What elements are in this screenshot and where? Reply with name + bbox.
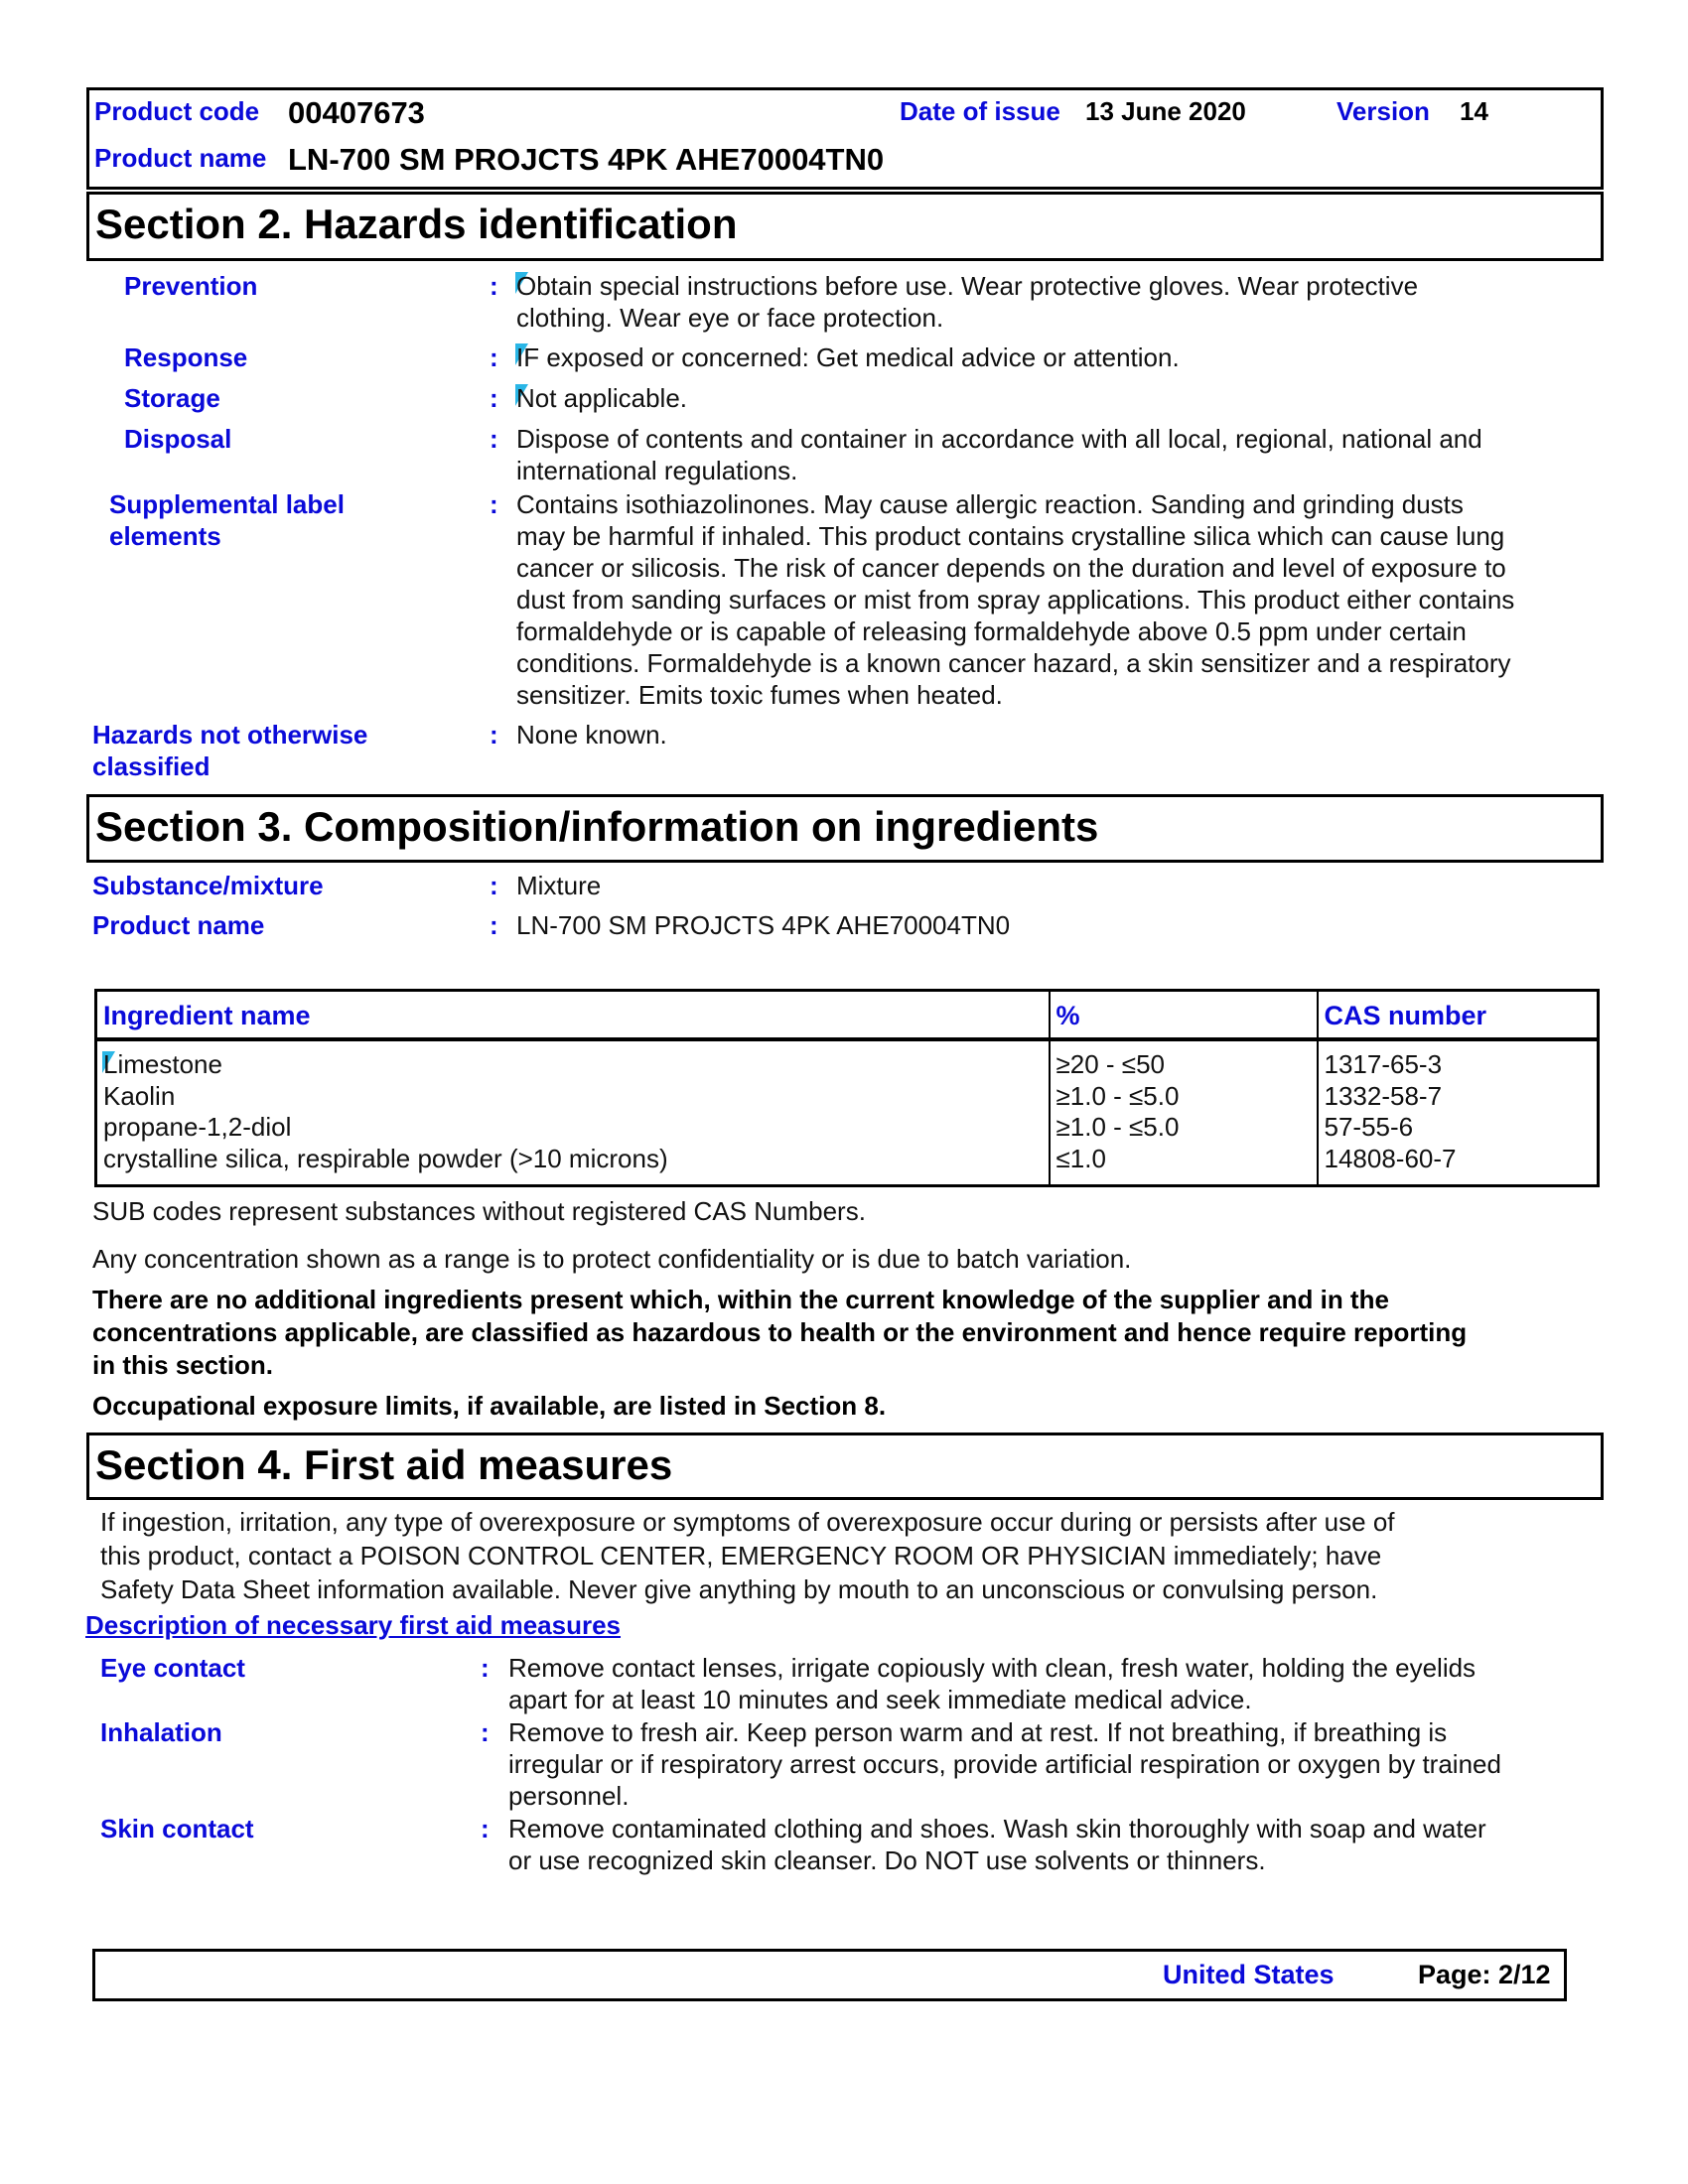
value-line: international regulations. [516, 456, 798, 485]
ingredient-name-cell [96, 1039, 1050, 1081]
section-2-header [86, 192, 1604, 261]
substance-mixture-label: Substance/mixture [92, 871, 324, 900]
label-disposal: Disposal [124, 424, 232, 454]
value-line: sensitizer. Emits toxic fumes when heated. [516, 680, 1003, 710]
colon: : [481, 1717, 490, 1747]
section-3-header [86, 794, 1604, 863]
product-name-value-s3: LN-700 SM PROJCTS 4PK AHE70004TN0 [516, 910, 1011, 940]
colon: : [490, 271, 498, 301]
product-code-value: 00407673 [288, 95, 425, 130]
value-text: Not applicable. [516, 383, 687, 413]
version-label: Version [1336, 96, 1430, 126]
first-aid-intro [100, 1505, 1395, 1606]
supplemental-label [109, 488, 345, 552]
colon: : [481, 1653, 490, 1683]
table-row [96, 1039, 1599, 1081]
cas-number-cell: 14808-60-7 [1318, 1144, 1599, 1186]
value-line: Remove to fresh air. Keep person warm and at rest. If not breathing, if breathing is [508, 1717, 1448, 1747]
date-of-issue-value: 13 June 2020 [1085, 96, 1246, 126]
value-prevention [516, 270, 1418, 334]
value-line: clothing. Wear eye or face protection. [516, 303, 944, 333]
page-footer [92, 1949, 1567, 2001]
value-line [516, 382, 687, 414]
cas-number-cell: 1317-65-3 [1318, 1039, 1599, 1081]
value-text: Obtain special instructions before use. Wear protective gloves. Wear protective [516, 271, 1419, 301]
percent-cell: ≥1.0 - ≤5.0 [1050, 1112, 1318, 1144]
percent-cell: ≥20 - ≤50 [1050, 1039, 1318, 1081]
cas-number-cell: 1332-58-7 [1318, 1081, 1599, 1113]
supplemental-label-line: Supplemental label [109, 489, 345, 519]
cell-text: Limestone [103, 1049, 222, 1079]
value-eye-contact [508, 1652, 1476, 1715]
note-line: There are no additional ingredients present which, within the current knowledge of the supplier and in the [92, 1285, 1389, 1314]
value-line: irregular or if respiratory arrest occurs, provide artificial respiration or oxygen by trained [508, 1749, 1501, 1779]
table-header-row [96, 991, 1599, 1040]
substance-mixture-value: Mixture [516, 871, 602, 900]
hnoc-label-line: Hazards not otherwise [92, 720, 368, 750]
cas-number-cell: 57-55-6 [1318, 1112, 1599, 1144]
product-name-label: Product name [94, 143, 267, 173]
value-text: IF exposed or concerned: Get medical advice or attention. [516, 342, 1180, 372]
percent-cell: ≤1.0 [1050, 1144, 1318, 1186]
percent-cell: ≥1.0 - ≤5.0 [1050, 1081, 1318, 1113]
table-row [96, 1144, 1599, 1186]
label-eye-contact: Eye contact [100, 1653, 245, 1683]
value-skin-contact [508, 1813, 1486, 1876]
colon: : [490, 910, 498, 940]
footer-country: United States [1163, 1960, 1335, 1989]
value-line: Dispose of contents and container in accordance with all local, regional, national and [516, 424, 1482, 454]
ingredient-name-cell: propane-1,2-diol [103, 1112, 292, 1142]
value-line: may be harmful if inhaled. This product contains crystalline silica which can cause lung [516, 521, 1505, 551]
label-response: Response [124, 342, 248, 372]
value-line: Remove contact lenses, irrigate copiously with clean, fresh water, holding the eyelids [508, 1653, 1477, 1683]
colon: : [490, 489, 498, 519]
no-additional-ingredients-note [92, 1284, 1467, 1382]
ingredients-table [94, 989, 1600, 1187]
colon: : [481, 1814, 490, 1843]
label-skin-contact: Skin contact [100, 1814, 254, 1843]
product-name-value: LN-700 SM PROJCTS 4PK AHE70004TN0 [288, 142, 885, 177]
note-line: concentrations applicable, are classified as hazardous to health or the environment and hence require reporting [92, 1317, 1468, 1347]
product-name-label-s3: Product name [92, 910, 265, 940]
section-4-header [86, 1433, 1604, 1500]
colon: : [490, 342, 498, 372]
value-line: Contains isothiazolinones. May cause allergic reaction. Sanding and grinding dusts [516, 489, 1464, 519]
colon: : [490, 871, 498, 900]
colon: : [490, 383, 498, 413]
version-value: 14 [1460, 96, 1488, 126]
annotation-marker-icon [103, 1049, 222, 1081]
range-note: Any concentration shown as a range is to protect confidentiality or is due to batch variation. [92, 1244, 1132, 1274]
hnoc-label-line: classified [92, 751, 211, 781]
colon: : [490, 424, 498, 454]
intro-line: this product, contact a POISON CONTROL CENTER, EMERGENCY ROOM OR PHYSICIAN immediately; have [100, 1541, 1382, 1570]
section-2-title: Section 2. Hazards identification [95, 201, 738, 247]
sub-codes-note: SUB codes represent substances without registered CAS Numbers. [92, 1196, 866, 1226]
value-line: conditions. Formaldehyde is a known cancer hazard, a skin sensitizer and a respiratory [516, 648, 1511, 678]
table-row [96, 1081, 1599, 1113]
value-line: dust from sanding surfaces or mist from spray applications. This product either contains [516, 585, 1515, 614]
intro-line: If ingestion, irritation, any type of overexposure or symptoms of overexposure occur during or persists after use of [100, 1507, 1395, 1537]
colon: : [490, 720, 498, 750]
section-3-title: Section 3. Composition/information on ingredients [95, 803, 1099, 850]
label-inhalation: Inhalation [100, 1717, 222, 1747]
supplemental-value [516, 488, 1514, 711]
value-line: apart for at least 10 minutes and seek immediate medical advice. [508, 1685, 1252, 1714]
value-response [516, 341, 1180, 373]
annotation-marker-icon [516, 270, 1418, 302]
label-storage: Storage [124, 383, 220, 413]
value-inhalation [508, 1716, 1501, 1812]
supplemental-label-line: elements [109, 521, 221, 551]
col-header-percent: % [1050, 991, 1318, 1040]
label-prevention: Prevention [124, 271, 258, 301]
table-row [96, 1112, 1599, 1144]
ingredient-name-cell: Kaolin [103, 1080, 176, 1111]
value-line [516, 341, 1180, 373]
hnoc-label [92, 719, 367, 782]
description-first-aid-link[interactable]: Description of necessary first aid measures [85, 1610, 622, 1640]
value-line: cancer or silicosis. The risk of cancer depends on the duration and level of exposure to [516, 553, 1506, 583]
value-line [516, 270, 1418, 302]
value-line: formaldehyde or is capable of releasing formaldehyde above 0.5 ppm under certain [516, 616, 1467, 646]
value-line: or use recognized skin cleanser. Do NOT use solvents or thinners. [508, 1845, 1266, 1875]
intro-line: Safety Data Sheet information available. Never give anything by mouth to an unconscious or convulsing person. [100, 1574, 1378, 1604]
annotation-marker-icon [516, 341, 1180, 373]
note-line: in this section. [92, 1350, 274, 1380]
annotation-marker-icon [516, 382, 687, 414]
value-line: personnel. [508, 1781, 630, 1811]
document-header [86, 87, 1604, 190]
section-4-title: Section 4. First aid measures [95, 1441, 673, 1488]
value-disposal [516, 423, 1482, 486]
footer-page-number: Page: 2/12 [1418, 1960, 1551, 1989]
date-of-issue-label: Date of issue [900, 96, 1060, 126]
col-header-ingredient: Ingredient name [96, 991, 1050, 1040]
value-storage [516, 382, 687, 414]
value-line: Remove contaminated clothing and shoes. Wash skin thoroughly with soap and water [508, 1814, 1486, 1843]
oel-note: Occupational exposure limits, if available, are listed in Section 8. [92, 1391, 887, 1421]
col-header-cas: CAS number [1318, 991, 1599, 1040]
product-code-label: Product code [94, 96, 260, 126]
ingredient-name-cell: crystalline silica, respirable powder (>10 microns) [103, 1143, 668, 1173]
hnoc-value: None known. [516, 720, 667, 750]
